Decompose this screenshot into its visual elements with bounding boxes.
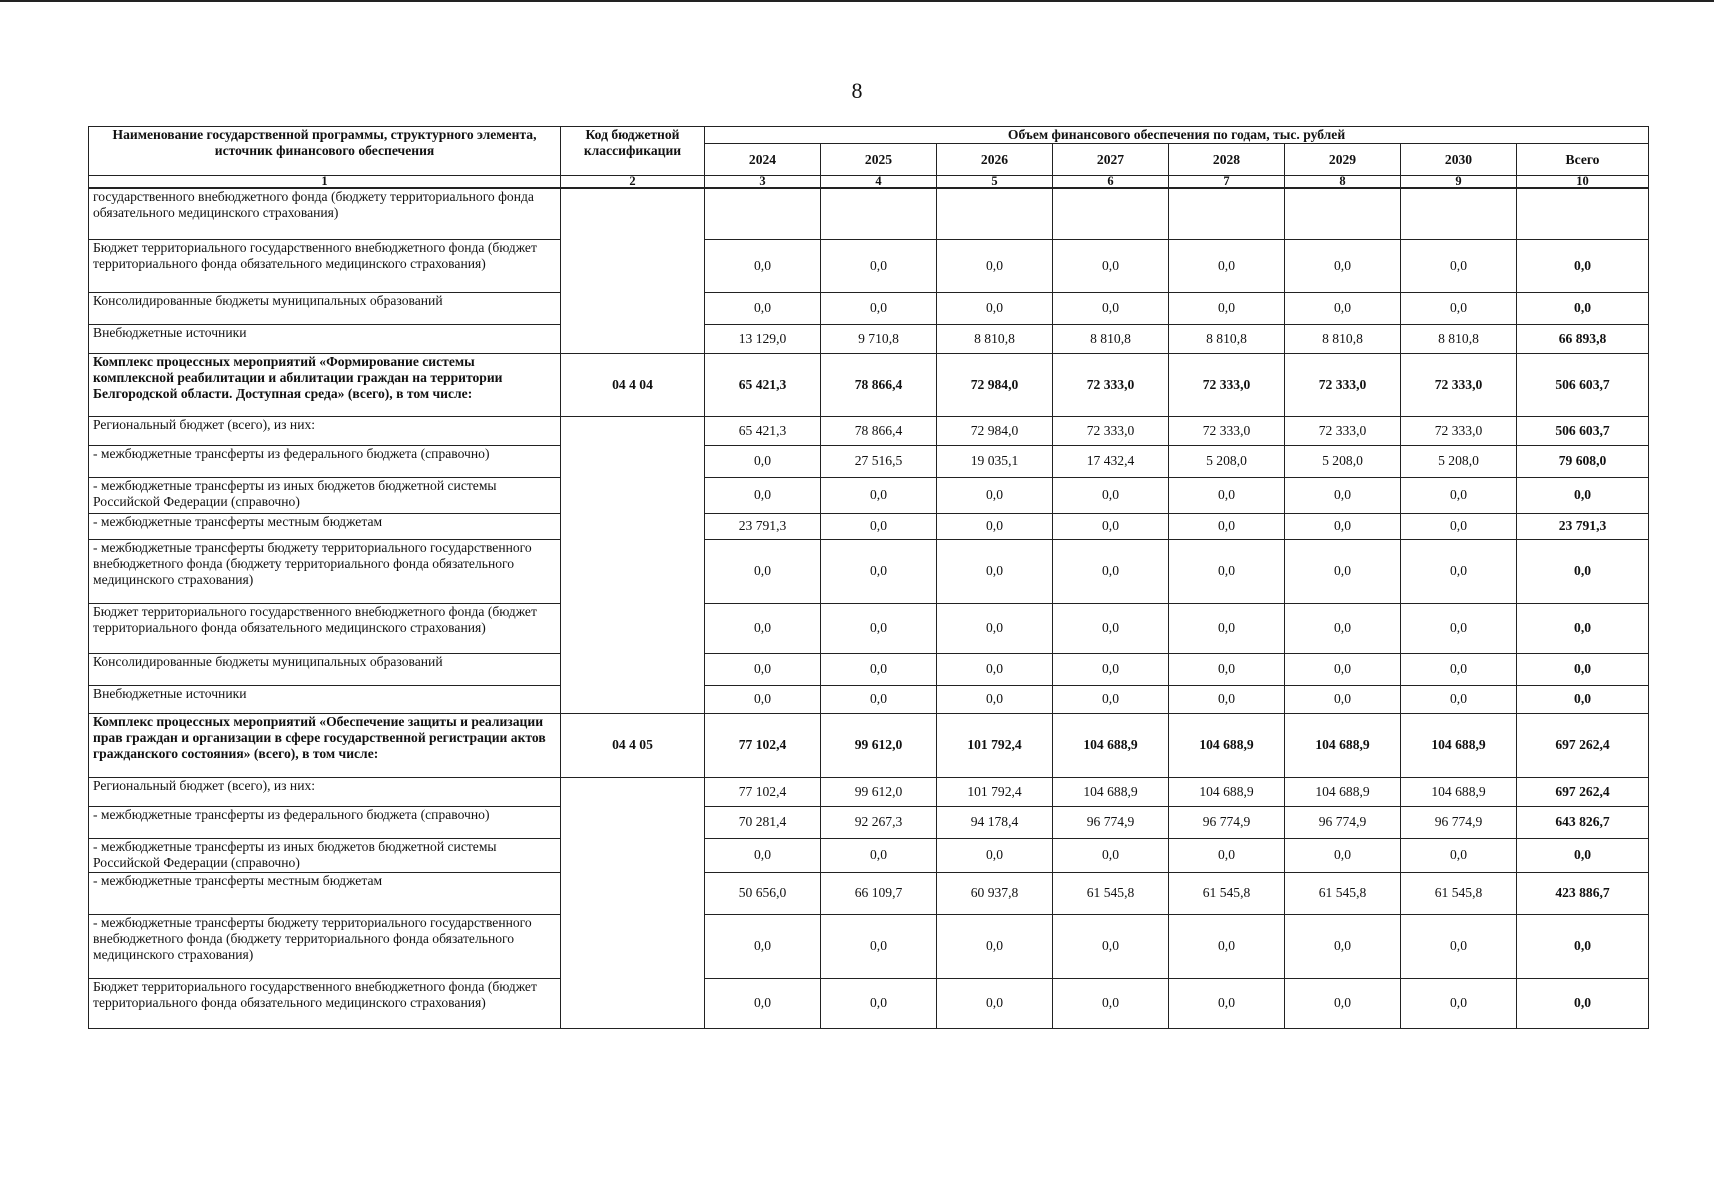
year-value: 61 545,8 [1053, 872, 1169, 914]
total-value: 697 262,4 [1517, 777, 1649, 806]
year-value: 9 710,8 [821, 324, 937, 353]
year-value: 65 421,3 [705, 416, 821, 445]
budget-code-empty [561, 777, 705, 1028]
year-value: 0,0 [821, 685, 937, 713]
year-value: 8 810,8 [1169, 324, 1285, 353]
column-number: 1 [89, 176, 561, 189]
row-name: государственного внебюджетного фонда (бюджету территориального фонда обязательного медицинского страхования) [89, 188, 561, 239]
year-value: 61 545,8 [1401, 872, 1517, 914]
year-value: 0,0 [705, 239, 821, 292]
year-value: 61 545,8 [1285, 872, 1401, 914]
year-value: 0,0 [1285, 603, 1401, 653]
header-year: 2025 [821, 144, 937, 176]
year-value: 8 810,8 [1401, 324, 1517, 353]
row-name: - межбюджетные трансферты из иных бюджетов бюджетной системы Российской Федерации (справочно) [89, 477, 561, 513]
year-value: 0,0 [705, 539, 821, 603]
year-value: 104 688,9 [1169, 713, 1285, 777]
table-row [89, 416, 1649, 445]
year-value: 5 208,0 [1401, 445, 1517, 477]
year-value: 23 791,3 [705, 513, 821, 539]
total-value: 423 886,7 [1517, 872, 1649, 914]
year-value: 0,0 [1169, 685, 1285, 713]
year-value: 0,0 [821, 603, 937, 653]
budget-code-empty [561, 416, 705, 713]
year-value: 0,0 [1401, 513, 1517, 539]
column-number: 9 [1401, 176, 1517, 189]
header-year: 2030 [1401, 144, 1517, 176]
column-number: 10 [1517, 176, 1649, 189]
table-row [89, 713, 1649, 777]
year-value: 8 810,8 [937, 324, 1053, 353]
year-value: 0,0 [1401, 978, 1517, 1028]
year-value: 72 333,0 [1053, 353, 1169, 416]
column-number: 5 [937, 176, 1053, 189]
header-year: 2024 [705, 144, 821, 176]
year-value: 0,0 [821, 838, 937, 872]
year-value: 99 612,0 [821, 713, 937, 777]
year-value: 72 984,0 [937, 416, 1053, 445]
column-number: 7 [1169, 176, 1285, 189]
year-value: 8 810,8 [1053, 324, 1169, 353]
total-value: 0,0 [1517, 838, 1649, 872]
header-code: Код бюджетной классификации [561, 127, 705, 176]
header-year: 2029 [1285, 144, 1401, 176]
total-value: 0,0 [1517, 239, 1649, 292]
year-value: 5 208,0 [1285, 445, 1401, 477]
year-value: 0,0 [1053, 603, 1169, 653]
year-value: 0,0 [821, 653, 937, 685]
year-value: 66 109,7 [821, 872, 937, 914]
year-value: 0,0 [1285, 539, 1401, 603]
total-value [1517, 188, 1649, 239]
year-value: 0,0 [705, 603, 821, 653]
year-value: 0,0 [1285, 978, 1401, 1028]
page-number: 8 [851, 78, 863, 103]
total-value: 0,0 [1517, 292, 1649, 324]
row-name: Комплекс процессных мероприятий «Обеспечение защиты и реализации прав граждан и организации в сфере государственной регистрации актов гражданского состояния» (всего), в том числе: [89, 713, 561, 777]
year-value: 0,0 [937, 685, 1053, 713]
table-row [89, 914, 1649, 978]
year-value: 0,0 [705, 914, 821, 978]
table-row [89, 838, 1649, 872]
year-value: 0,0 [821, 539, 937, 603]
total-value: 0,0 [1517, 685, 1649, 713]
year-value: 0,0 [705, 445, 821, 477]
table-row [89, 324, 1649, 353]
year-value: 0,0 [821, 513, 937, 539]
year-value: 0,0 [1169, 292, 1285, 324]
year-value: 72 333,0 [1285, 353, 1401, 416]
year-value: 77 102,4 [705, 777, 821, 806]
row-name: Внебюджетные источники [89, 685, 561, 713]
table-row [89, 685, 1649, 713]
year-value: 0,0 [1401, 653, 1517, 685]
year-value: 0,0 [705, 978, 821, 1028]
row-name: - межбюджетные трансферты из иных бюджетов бюджетной системы Российской Федерации (справочно) [89, 838, 561, 872]
year-value: 5 208,0 [1169, 445, 1285, 477]
row-name: - межбюджетные трансферты бюджету территориального государственного внебюджетного фонда (бюджету территориального фонда обязательного медицинского страхования) [89, 539, 561, 603]
year-value: 96 774,9 [1053, 806, 1169, 838]
year-value: 0,0 [1401, 603, 1517, 653]
table-row [89, 513, 1649, 539]
year-value: 0,0 [1169, 978, 1285, 1028]
column-number: 4 [821, 176, 937, 189]
total-value: 0,0 [1517, 603, 1649, 653]
year-value: 101 792,4 [937, 777, 1053, 806]
year-value: 0,0 [937, 838, 1053, 872]
year-value: 0,0 [1169, 239, 1285, 292]
row-name: Региональный бюджет (всего), из них: [89, 416, 561, 445]
year-value [1401, 188, 1517, 239]
year-value [1169, 188, 1285, 239]
year-value: 104 688,9 [1401, 713, 1517, 777]
year-value: 72 333,0 [1053, 416, 1169, 445]
year-value: 0,0 [937, 978, 1053, 1028]
header-year: 2027 [1053, 144, 1169, 176]
year-value: 0,0 [1053, 477, 1169, 513]
year-value: 0,0 [937, 239, 1053, 292]
year-value: 0,0 [937, 603, 1053, 653]
year-value: 0,0 [1401, 914, 1517, 978]
row-name: - межбюджетные трансферты местным бюджетам [89, 872, 561, 914]
year-value: 92 267,3 [821, 806, 937, 838]
year-value: 104 688,9 [1053, 713, 1169, 777]
row-name: Консолидированные бюджеты муниципальных образований [89, 653, 561, 685]
total-value: 79 608,0 [1517, 445, 1649, 477]
year-value: 0,0 [1285, 685, 1401, 713]
year-value: 0,0 [1285, 513, 1401, 539]
table-row [89, 445, 1649, 477]
year-value: 0,0 [1401, 539, 1517, 603]
year-value: 61 545,8 [1169, 872, 1285, 914]
column-number: 8 [1285, 176, 1401, 189]
row-name: Региональный бюджет (всего), из них: [89, 777, 561, 806]
year-value [821, 188, 937, 239]
total-value: 506 603,7 [1517, 353, 1649, 416]
financing-table [88, 126, 1649, 1029]
total-value: 66 893,8 [1517, 324, 1649, 353]
header-name: Наименование государственной программы, структурного элемента, источник финансового обеспечения [89, 127, 561, 176]
year-value: 8 810,8 [1285, 324, 1401, 353]
year-value: 0,0 [1169, 539, 1285, 603]
table-row [89, 477, 1649, 513]
row-name: Бюджет территориального государственного внебюджетного фонда (бюджет территориального фонда обязательного медицинского страхования) [89, 603, 561, 653]
column-number: 6 [1053, 176, 1169, 189]
year-value: 0,0 [1053, 838, 1169, 872]
year-value: 72 333,0 [1169, 353, 1285, 416]
year-value: 0,0 [1053, 978, 1169, 1028]
year-value: 0,0 [937, 539, 1053, 603]
year-value: 101 792,4 [937, 713, 1053, 777]
row-name: - межбюджетные трансферты из федерального бюджета (справочно) [89, 445, 561, 477]
year-value: 0,0 [1285, 292, 1401, 324]
header-year: 2026 [937, 144, 1053, 176]
year-value: 0,0 [1401, 239, 1517, 292]
row-name: - межбюджетные трансферты бюджету территориального государственного внебюджетного фонда (бюджету территориального фонда обязательного медицинского страхования) [89, 914, 561, 978]
year-value: 0,0 [1169, 513, 1285, 539]
year-value: 78 866,4 [821, 353, 937, 416]
year-value: 72 333,0 [1169, 416, 1285, 445]
year-value: 0,0 [1401, 838, 1517, 872]
table-row [89, 978, 1649, 1028]
year-value: 72 333,0 [1285, 416, 1401, 445]
table-row [89, 653, 1649, 685]
year-value: 0,0 [705, 477, 821, 513]
table-row [89, 292, 1649, 324]
year-value: 0,0 [1053, 239, 1169, 292]
year-value: 0,0 [937, 513, 1053, 539]
year-value: 0,0 [821, 292, 937, 324]
year-value: 77 102,4 [705, 713, 821, 777]
year-value: 27 516,5 [821, 445, 937, 477]
year-value: 0,0 [705, 685, 821, 713]
year-value: 0,0 [1053, 653, 1169, 685]
year-value: 0,0 [937, 914, 1053, 978]
scan-edge [0, 0, 1714, 2]
budget-code-empty [561, 188, 705, 353]
table-body [89, 188, 1649, 1028]
table-row [89, 777, 1649, 806]
year-value: 104 688,9 [1285, 777, 1401, 806]
row-name: Бюджет территориального государственного внебюджетного фонда (бюджет территориального фонда обязательного медицинского страхования) [89, 239, 561, 292]
year-value: 0,0 [1285, 239, 1401, 292]
year-value: 0,0 [821, 239, 937, 292]
year-value: 0,0 [1285, 838, 1401, 872]
year-value: 104 688,9 [1285, 713, 1401, 777]
year-value [705, 188, 821, 239]
year-value: 0,0 [821, 914, 937, 978]
year-value [937, 188, 1053, 239]
year-value: 0,0 [937, 477, 1053, 513]
year-value: 0,0 [937, 653, 1053, 685]
year-value: 17 432,4 [1053, 445, 1169, 477]
year-value [1053, 188, 1169, 239]
budget-code: 04 4 04 [561, 353, 705, 416]
total-value: 0,0 [1517, 653, 1649, 685]
total-value: 506 603,7 [1517, 416, 1649, 445]
year-value: 0,0 [1285, 914, 1401, 978]
year-value: 0,0 [1169, 914, 1285, 978]
year-value: 0,0 [937, 292, 1053, 324]
table-row [89, 603, 1649, 653]
year-value: 0,0 [1053, 539, 1169, 603]
column-number: 2 [561, 176, 705, 189]
year-value: 0,0 [705, 653, 821, 685]
table-row [89, 353, 1649, 416]
year-value: 0,0 [1053, 685, 1169, 713]
year-value: 0,0 [1285, 653, 1401, 685]
year-value: 50 656,0 [705, 872, 821, 914]
year-value: 104 688,9 [1053, 777, 1169, 806]
column-number: 3 [705, 176, 821, 189]
year-value: 0,0 [1401, 477, 1517, 513]
year-value: 0,0 [1053, 914, 1169, 978]
year-value: 72 333,0 [1401, 353, 1517, 416]
year-value: 0,0 [1169, 477, 1285, 513]
total-value: 697 262,4 [1517, 713, 1649, 777]
total-value: 0,0 [1517, 477, 1649, 513]
row-name: Бюджет территориального государственного внебюджетного фонда (бюджет территориального фонда обязательного медицинского страхования) [89, 978, 561, 1028]
table-row [89, 539, 1649, 603]
year-value: 72 984,0 [937, 353, 1053, 416]
row-name: Комплекс процессных мероприятий «Формирование системы комплексной реабилитации и абилитации граждан на территории Белгородской области. Доступная среда» (всего), в том числе: [89, 353, 561, 416]
row-name: Консолидированные бюджеты муниципальных образований [89, 292, 561, 324]
year-value: 70 281,4 [705, 806, 821, 838]
table-row [89, 806, 1649, 838]
year-value: 0,0 [1169, 603, 1285, 653]
year-value: 0,0 [1169, 838, 1285, 872]
header-total: Всего [1517, 144, 1649, 176]
total-value: 0,0 [1517, 914, 1649, 978]
year-value: 96 774,9 [1169, 806, 1285, 838]
year-value: 78 866,4 [821, 416, 937, 445]
table-row [89, 188, 1649, 239]
year-value: 0,0 [821, 477, 937, 513]
year-value: 0,0 [1401, 685, 1517, 713]
year-value: 96 774,9 [1401, 806, 1517, 838]
year-value: 13 129,0 [705, 324, 821, 353]
year-value: 104 688,9 [1401, 777, 1517, 806]
table-row [89, 872, 1649, 914]
year-value: 0,0 [1285, 477, 1401, 513]
header-year: 2028 [1169, 144, 1285, 176]
header-volume: Объем финансового обеспечения по годам, тыс. рублей [705, 127, 1649, 144]
year-value: 72 333,0 [1401, 416, 1517, 445]
row-name: - межбюджетные трансферты из федерального бюджета (справочно) [89, 806, 561, 838]
year-value: 19 035,1 [937, 445, 1053, 477]
row-name: - межбюджетные трансферты местным бюджетам [89, 513, 561, 539]
year-value: 0,0 [705, 838, 821, 872]
year-value: 65 421,3 [705, 353, 821, 416]
budget-code: 04 4 05 [561, 713, 705, 777]
year-value: 96 774,9 [1285, 806, 1401, 838]
total-value: 0,0 [1517, 539, 1649, 603]
year-value: 104 688,9 [1169, 777, 1285, 806]
year-value: 99 612,0 [821, 777, 937, 806]
year-value: 60 937,8 [937, 872, 1053, 914]
year-value: 0,0 [821, 978, 937, 1028]
row-name: Внебюджетные источники [89, 324, 561, 353]
year-value: 0,0 [1169, 653, 1285, 685]
year-value: 0,0 [705, 292, 821, 324]
table-row [89, 239, 1649, 292]
total-value: 23 791,3 [1517, 513, 1649, 539]
total-value: 0,0 [1517, 978, 1649, 1028]
total-value: 643 826,7 [1517, 806, 1649, 838]
year-value: 0,0 [1053, 513, 1169, 539]
year-value: 0,0 [1401, 292, 1517, 324]
year-value: 94 178,4 [937, 806, 1053, 838]
year-value [1285, 188, 1401, 239]
year-value: 0,0 [1053, 292, 1169, 324]
